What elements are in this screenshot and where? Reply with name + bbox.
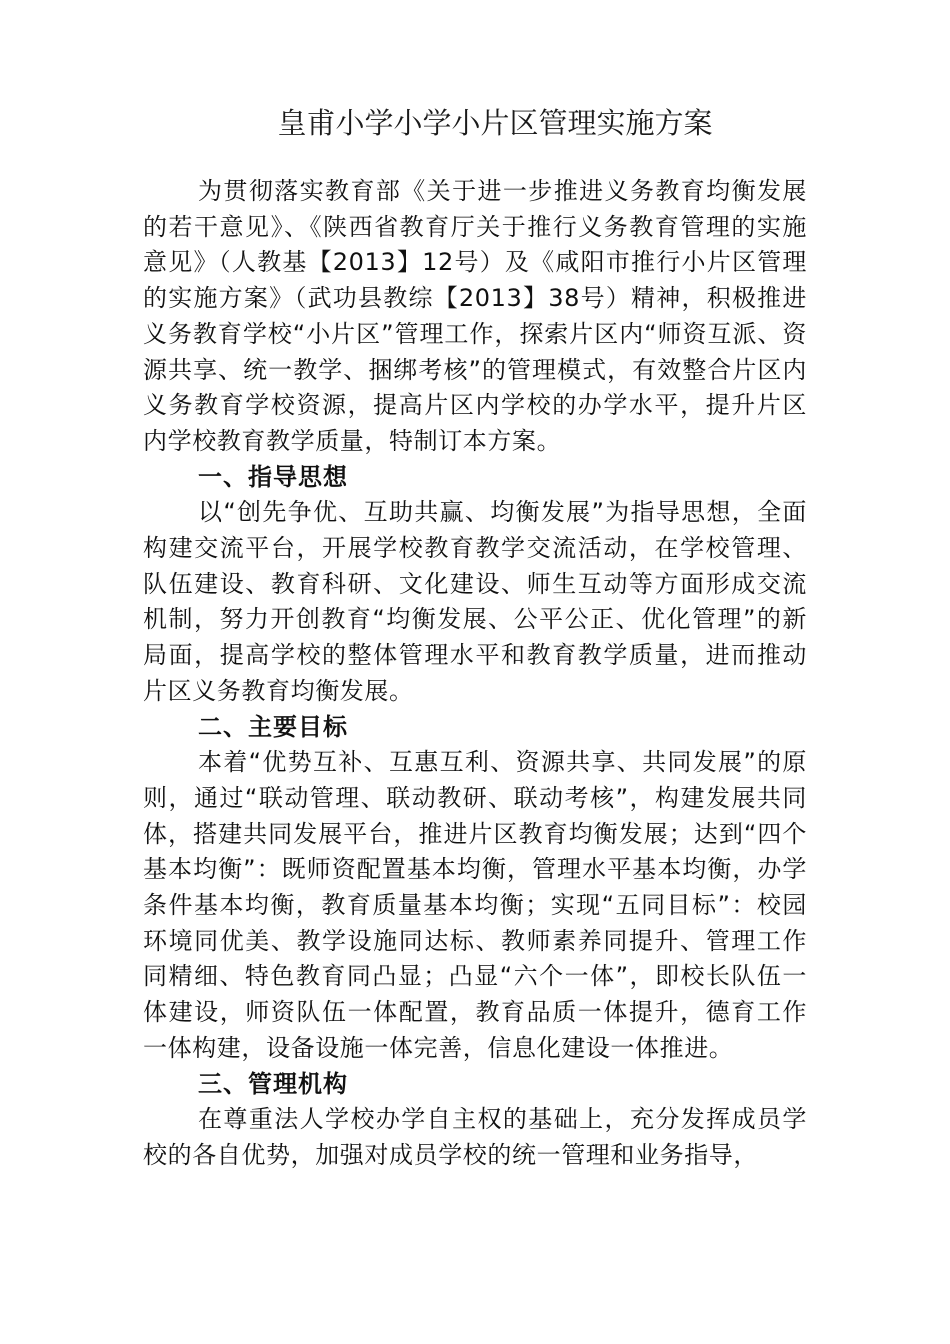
document-title: 皇甫小学小学小片区管理实施方案 [277, 106, 713, 140]
section-heading-guiding-ideology: 一、指导思想 [198, 462, 348, 491]
section-heading-main-goals: 二、主要目标 [198, 712, 348, 741]
section-heading-management-structure: 三、管理机构 [198, 1069, 348, 1098]
intro-paragraph: 为贯彻落实教育部《关于进一步推进义务教育均衡发展的若干意见》、《陕西省教育厅关于推行义务教育管理的实施意见》（人教基【2013】12号）及《咸阳市推行小片区管理的实施方案》（武功县教综【2013】38号）精神，积极推进义务教育学校“小片区”管理工作，探索片区内“师资互派、资源共享、统一教学、捆绑考核”的管理模式，有效整合片区内义务教育学校资源，提高片区内学校的办学水平，提升片区内学校教育教学质量，特制订本方案。 [143, 177, 807, 455]
section-paragraph-management-structure: 在尊重法人学校办学自主权的基础上，充分发挥成员学校的各自优势，加强对成员学校的统一管理和业务指导， [143, 1105, 807, 1169]
document-body [143, 174, 807, 1174]
section-paragraph-main-goals: 本着“优势互补、互惠互利、资源共享、共同发展”的原则，通过“联动管理、联动教研、联动考核”，构建发展共同体，搭建共同发展平台，推进片区教育均衡发展；达到“四个基本均衡”：既师资配置基本均衡，管理水平基本均衡，办学条件基本均衡，教育质量基本均衡；实现“五同目标”：校园环境同优美、教学设施同达标、教师素养同提升、管理工作同精细、特色教育同凸显；凸显“六个一体”，即校长队伍一体建设，师资队伍一体配置，教育品质一体提升，德育工作一体构建，设备设施一体完善，信息化建设一体推进。 [143, 748, 807, 1062]
section-paragraph-guiding-ideology: 以“创先争优、互助共赢、均衡发展”为指导思想，全面构建交流平台，开展学校教育教学交流活动，在学校管理、队伍建设、教育科研、文化建设、师生互动等方面形成交流机制，努力开创教育“均衡发展、公平公正、优化管理”的新局面，提高学校的整体管理水平和教育教学质量，进而推动片区义务教育均衡发展。 [143, 498, 807, 705]
